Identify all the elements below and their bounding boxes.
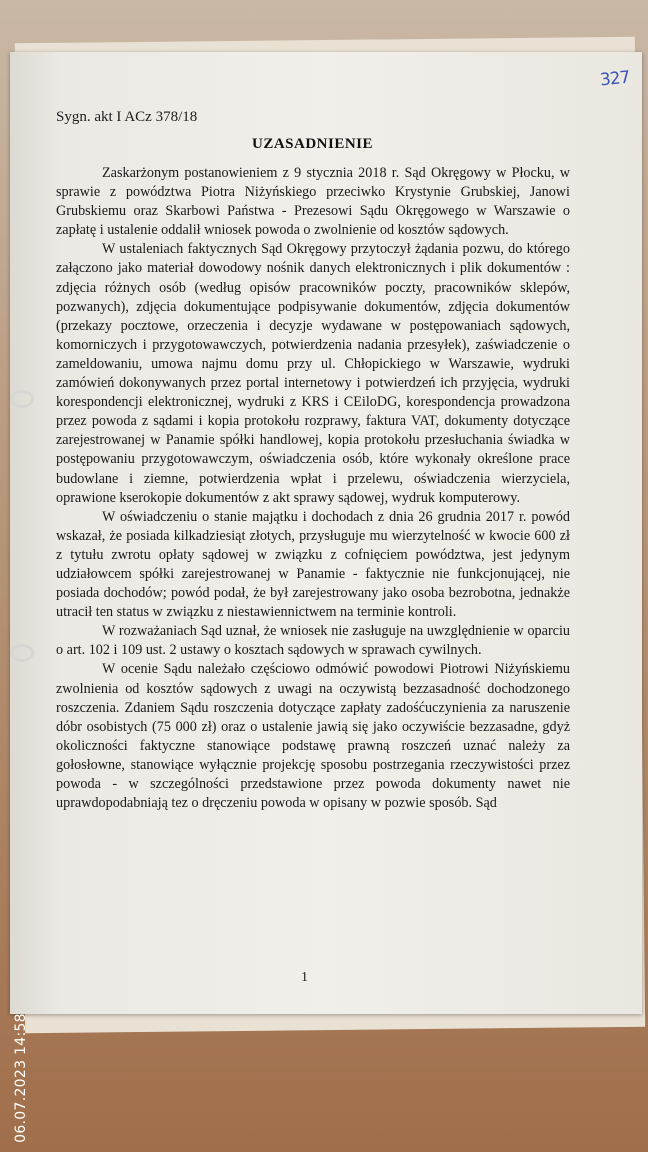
paragraph: Zaskarżonym postanowieniem z 9 stycznia 2018 r. Sąd Okręgowy w Płocku, w sprawie z powództwa Piotra Niżyńskiego przeciwko Krystynie Grubskiej, Janowi Grubskiemu oraz Skarbowi Państwa - Prezesowi Sądu Okręgowego w Warszawie o zapłatę i ustalenie oddalił wniosek powoda o zwolnienie od kosztów sądowych. [56,165,570,239]
paragraph: W ocenie Sądu należało częściowo odmówić powodowi Piotrowi Niżyńskiemu zwolnienia od kosztów sądowych z uwagi na oczywistą bezzasadność dochodzonego roszczenia. Zdaniem Sądu roszczenia dotyczące zapłaty zadośćuczynienia za naruszenie dóbr osobistych (75 000 zł) oraz o ustalenie jawią się jako oczywiście bezzasadne, gdyż okoliczności faktyczne stanowiące podstawę prawną roszczeń uznać należy za gołosłowne, stanowiące wyłącznie projekcję sposobu postrzegania rzeczywistości przez powoda - w szczególności przedstawione przez powoda dokumenty nawet nie uprawdopodabniają tez o dręczeniu powoda w opisany w pozwie sposób. Sąd [56,661,570,812]
handwritten-page-number: 327 [599,67,631,91]
paragraph: W ustaleniach faktycznych Sąd Okręgowy przytoczył żądania pozwu, do którego załączono jako materiał dowodowy nośnik danych elektronicznych i plik dokumentów : zdjęcia różnych osób (według opisów pracowników poczty, pracowników sklepów, pozwanych), zdjęcia dokumentujące podpisywanie dokumentów, zdjęcia dokumentów (przekazy pocztowe, orzeczenia i decyzje wydawane w postępowaniach sądowych, komorniczych i przygotowawczych, potwierdzenia nadania przesyłek), zaświadczenie o zameldowaniu, umowa najmu domu przy ul. Chłopickiego w Warszawie, wydruki zamówień dokonywanych przez portal internetowy i potwierdzeń ich przyjęcia, wydruki korespondencji elektronicznej, wydruki z KRS i CEiloDG, korespondencja prowadzona przez powoda z sądami i kopia protokołu rozprawy, faktura VAT, dokumenty dotyczące zarejestrowanej w Panamie spółki handlowej, kopia protokołu przesłuchania świadka w postępowaniu przygotowawczym, oświadczenia osób, które wykonały określone prace budowlane i ziemne, potwierdzenia wpłat i przelewu, oświadczenia wierzyciela, oprawione kserokopie dokumentów z akt sprawy sądowej, wydruk komputerowy. [56,241,570,506]
document-body [56,164,570,813]
document-title: UZASADNIENIE [252,136,374,152]
binder-ring-bottom [10,644,34,662]
binder-ring-top [10,390,34,408]
case-reference: Sygn. akt I ACz 378/18 [56,109,198,125]
paragraph: W oświadczeniu o stanie majątku i dochodach z dnia 26 grudnia 2017 r. powód wskazał, że posiada kilkadziesiąt złotych, przysługuje mu wierzytelność w kwocie 600 zł z tytułu zwrotu opłaty sądowej w związku z cofnięciem powództwa, jest jedynym udziałowcem spółki zarejestrowanej w Panamie - faktycznie nie funkcjonującej, nie posiada dochodów; powód podał, że był zarejestrowany jako osoba bezrobotna, jednakże utracił ten status w związku z niestawiennictwem na terminie kontroli. [56,508,570,621]
paragraph: W rozważaniach Sąd uznał, że wniosek nie zasługuje na uwzględnienie w oparciu o art. 102 i 109 ust. 2 ustawy o kosztach sądowych w sprawach cywilnych. [56,623,570,659]
photo-timestamp: 06.07.2023 14:58 [12,1013,29,1143]
page-number: 1 [301,970,308,985]
